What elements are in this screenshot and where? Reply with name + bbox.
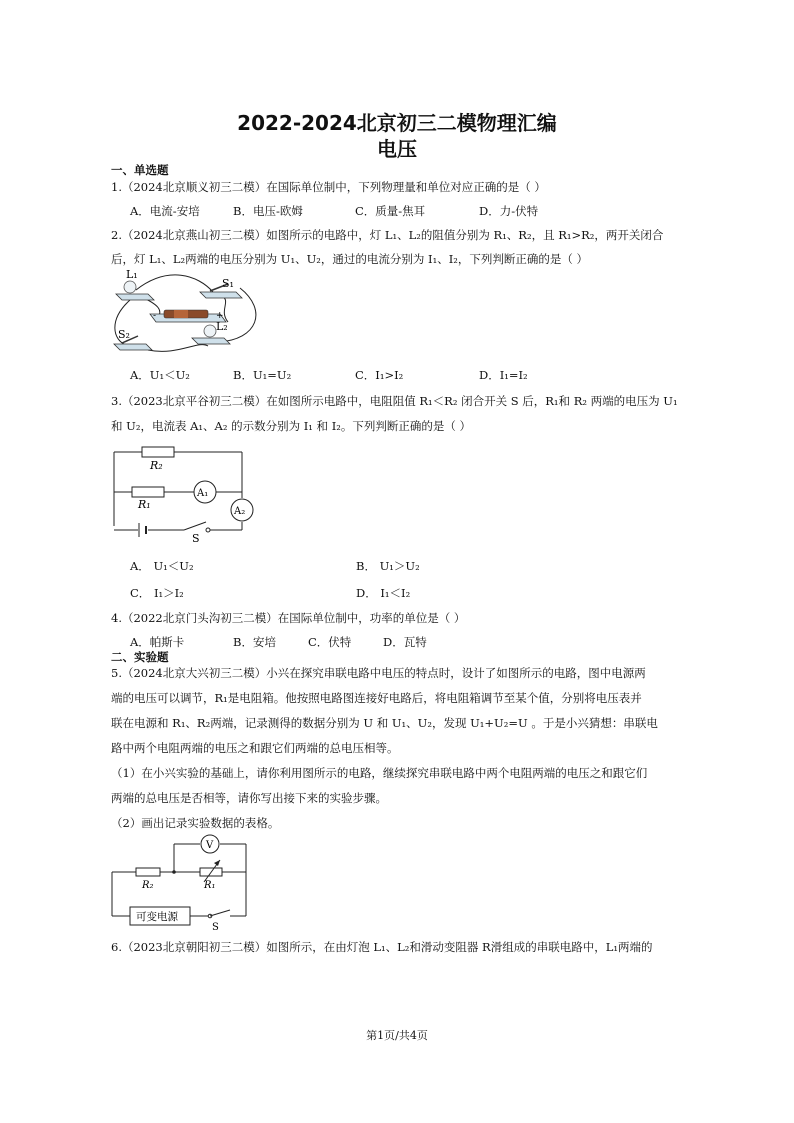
- q3-option-c: C． I₁＞I₂: [130, 586, 184, 600]
- label-r1: R₁: [138, 498, 151, 511]
- question-5-part-2: （2）画出记录实验数据的表格。: [111, 816, 280, 830]
- label-a2: A₂: [234, 506, 246, 517]
- label-s1: S₁: [222, 277, 234, 290]
- bulb-l2-base-shape: [192, 338, 230, 344]
- switch-s2-base-shape: [114, 344, 152, 350]
- label-r2: R₂: [150, 459, 163, 472]
- label-s: S: [192, 532, 200, 544]
- q4-option-c: C．伏特: [308, 635, 352, 649]
- resistor-r1-shape: [132, 487, 164, 497]
- q4-option-b: B．安培: [233, 635, 276, 649]
- section-heading-experiment: 二、实验题: [111, 650, 169, 664]
- question-5-line-4: 路中两个电阻两端的电压之和跟它们两端的总电压相等。: [111, 741, 399, 755]
- switch-s1-base-shape: [200, 292, 242, 298]
- page-title: 2022-2024北京初三二模物理汇编: [237, 111, 557, 135]
- q2-option-a: A．U₁＜U₂: [130, 368, 190, 382]
- bulb-l1-base-shape: [116, 294, 154, 300]
- bulb-l2-shape: [204, 325, 216, 337]
- label-l2: L₂: [216, 320, 228, 333]
- label-l1: L₁: [126, 270, 138, 281]
- question-5-line-2: 端的电压可以调节，R₁是电阻箱。他按照电路图连接好电路后，将电阻箱调节至某个值，分别将电压表并: [111, 691, 642, 705]
- q1-option-d: D．力-伏特: [479, 204, 539, 218]
- label-r2: R₂: [142, 880, 154, 891]
- bulb-l1-shape: [124, 281, 136, 293]
- page-subtitle: 电压: [377, 137, 417, 161]
- q1-option-b: B．电压-欧姆: [233, 204, 303, 218]
- q4-option-a: A．帕斯卡: [130, 635, 185, 649]
- question-3-line-1: 3.（2023北京平谷初三二模）在如图所示电路中，电阻阻值 R₁＜R₂ 闭合开关 S 后，R₁和 R₂ 两端的电压为 U₁: [111, 394, 678, 408]
- q2-circuit-figure: [108, 270, 268, 356]
- question-5-part-1a: （1）在小兴实验的基础上，请你利用图所示的电路，继续探究串联电路中两个电阻两端的电压之和跟它们: [111, 766, 648, 780]
- label-s: S: [212, 922, 219, 932]
- question-4-stem: 4.（2022北京门头沟初三二模）在国际单位制中，功率的单位是（ ）: [111, 611, 466, 625]
- question-2-line-2: 后，灯 L₁、L₂两端的电压分别为 U₁、U₂，通过的电流分别为 I₁、I₂，下列判断正确的是（ ）: [111, 252, 589, 266]
- q3-option-a: A． U₁＜U₂: [130, 559, 194, 573]
- q2-option-b: B．U₁=U₂: [233, 368, 292, 382]
- label-s2: S₂: [118, 328, 130, 341]
- q4-option-d: D．瓦特: [383, 635, 427, 649]
- question-1-stem: 1.（2024北京顺义初三二模）在国际单位制中，下列物理量和单位对应正确的是（ ）: [111, 180, 546, 194]
- q5-circuit-figure: [108, 832, 253, 932]
- resistor-r2-shape: [136, 868, 160, 876]
- q1-option-a: A．电流-安培: [130, 204, 200, 218]
- page-footer: 第1页/共4页: [366, 1029, 428, 1042]
- label-v: V: [206, 840, 214, 851]
- q3-circuit-figure: [108, 442, 268, 544]
- question-2-line-1: 2.（2024北京燕山初三二模）如图所示的电路中，灯 L₁、L₂的阻值分别为 R₁、R₂，且 R₁>R₂，两开关闭合: [111, 228, 664, 242]
- svg-text:+: +: [216, 311, 224, 321]
- q1-option-c: C．质量-焦耳: [355, 204, 426, 218]
- question-3-line-2: 和 U₂，电流表 A₁、A₂ 的示数分别为 I₁ 和 I₂。下列判断正确的是（ ）: [111, 419, 472, 433]
- section-heading-single-choice: 一、单选题: [111, 163, 169, 177]
- q3-option-d: D． I₁＜I₂: [356, 586, 411, 600]
- q2-option-d: D．I₁=I₂: [479, 368, 528, 382]
- q3-option-b: B． U₁＞U₂: [356, 559, 420, 573]
- label-a1: A₁: [197, 488, 209, 499]
- resistor-r2-shape: [142, 447, 174, 457]
- label-variable-source: 可变电源: [136, 911, 178, 923]
- question-5-line-1: 5.（2024北京大兴初三二模）小兴在探究串联电路中电压的特点时，设计了如图所示的电路，图中电源两: [111, 666, 646, 680]
- question-5-part-1b: 两端的总电压是否相等，请你写出接下来的实验步骤。: [111, 791, 387, 805]
- question-6-line-1: 6.（2023北京朝阳初三二模）如图所示，在由灯泡 L₁、L₂和滑动变阻器 R滑组成的串联电路中，L₁两端的: [111, 940, 653, 954]
- label-r1: R₁: [204, 880, 216, 891]
- q2-option-c: C．I₁>I₂: [355, 368, 404, 382]
- question-5-line-3: 联在电源和 R₁、R₂两端，记录测得的数据分别为 U 和 U₁、U₂，发现 U₁+U₂=U 。于是小兴猜想：串联电: [111, 716, 658, 730]
- svg-text:-: -: [153, 311, 157, 321]
